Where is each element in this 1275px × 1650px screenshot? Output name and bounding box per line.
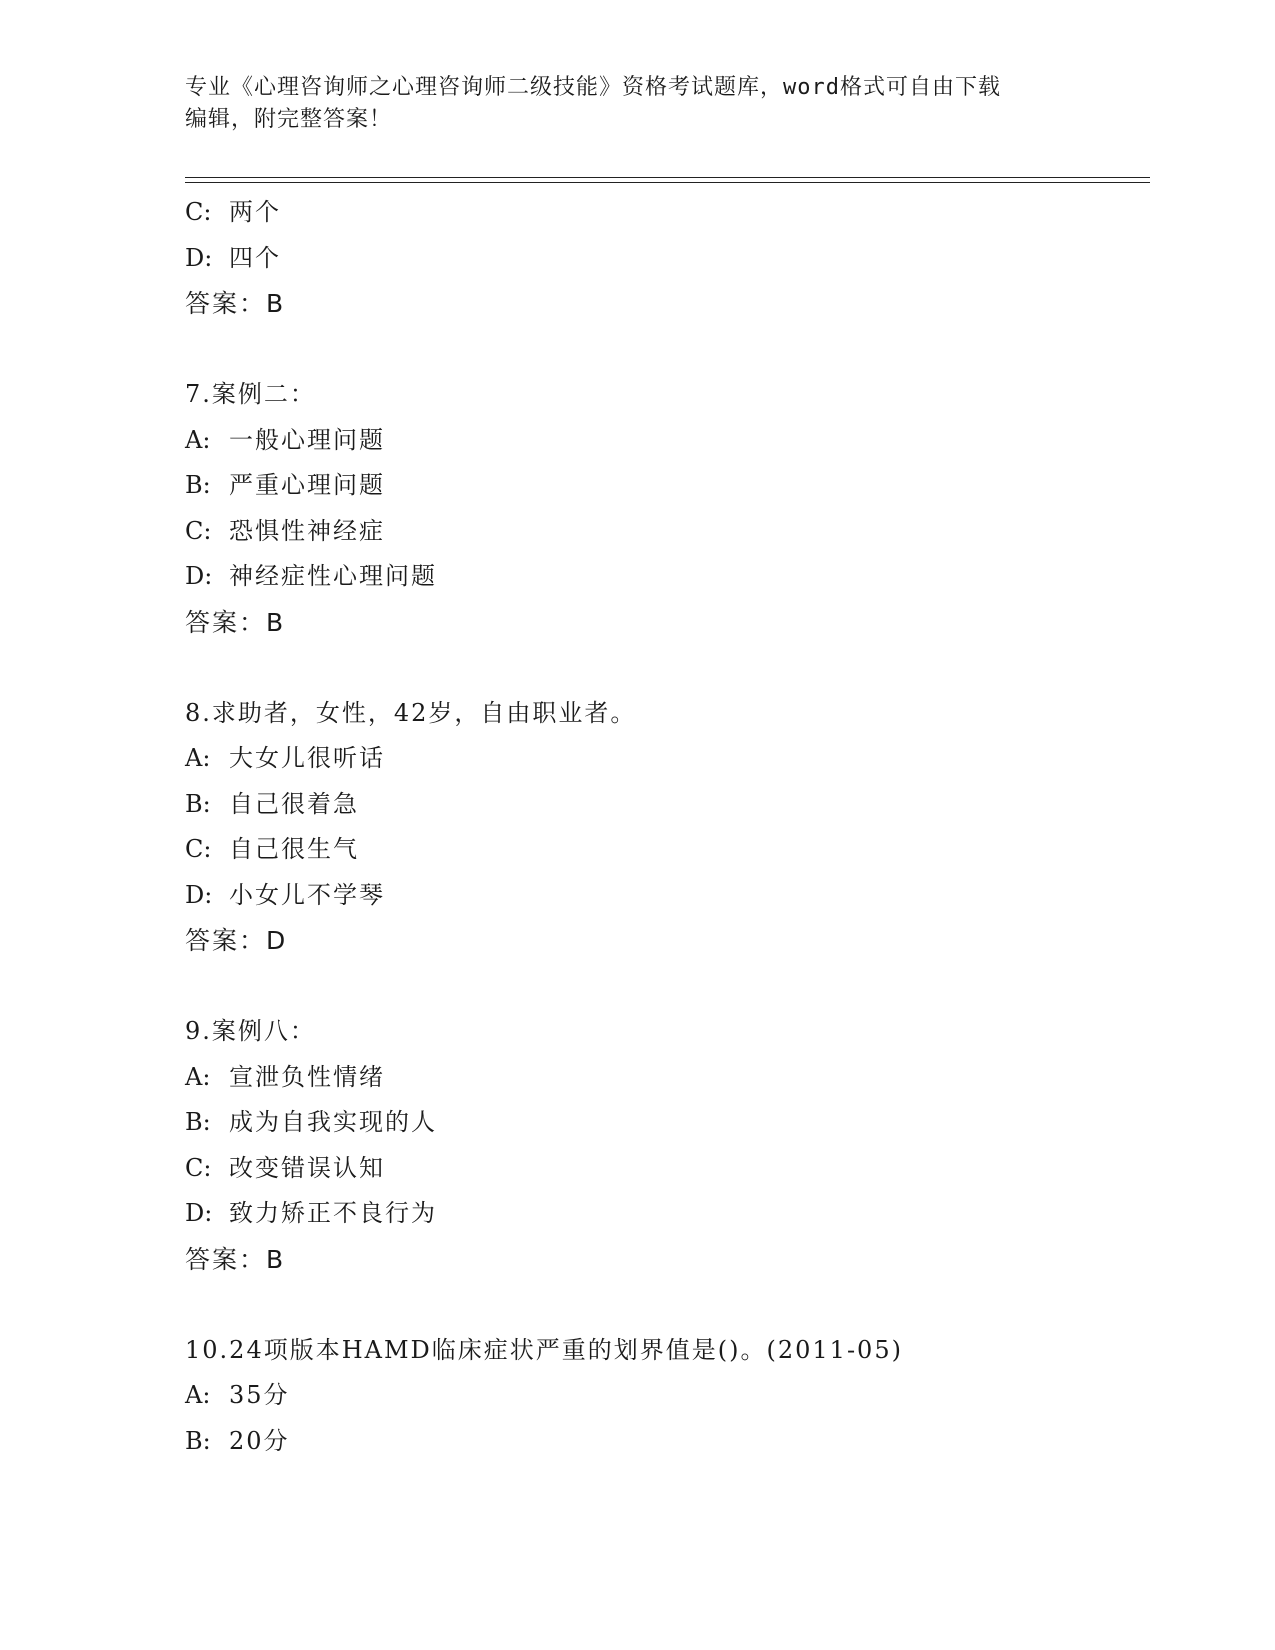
option-d <box>185 554 1145 600</box>
option-label: B: <box>185 1108 211 1136</box>
option-a <box>185 1373 1145 1419</box>
option-label: C: <box>185 516 212 545</box>
option-text: 自己很生气 <box>229 835 359 863</box>
option-label: C: <box>185 198 212 226</box>
option-text: 两个 <box>229 198 281 226</box>
question-block-10 <box>185 1328 1145 1465</box>
option-d <box>185 236 1145 282</box>
option-a <box>185 418 1145 464</box>
option-c <box>185 509 1145 555</box>
option-text: 35分 <box>229 1381 290 1409</box>
option-c <box>185 827 1145 873</box>
question-block-7 <box>185 372 1145 645</box>
question-text: 9.案例八： <box>185 1017 316 1045</box>
option-label: A: <box>185 1062 211 1091</box>
document-header <box>185 72 1065 136</box>
option-label: A: <box>185 425 211 454</box>
option-label: D: <box>185 562 213 590</box>
option-text: 大女儿很听话 <box>229 744 385 772</box>
option-text: 自己很着急 <box>229 789 359 818</box>
option-b <box>185 782 1145 828</box>
answer-line: 答案：B <box>185 1244 286 1274</box>
question-list <box>185 190 1145 1464</box>
header-rule-top <box>185 177 1150 178</box>
option-label: D: <box>185 243 213 272</box>
option-d <box>185 873 1145 919</box>
option-b <box>185 463 1145 509</box>
option-label: B: <box>185 1426 211 1455</box>
question-block-8 <box>185 691 1145 964</box>
header-line-1: 专业《心理咨询师之心理咨询师二级技能》资格考试题库，word格式可自由下载 <box>185 75 1001 100</box>
option-text: 宣泄负性情绪 <box>229 1062 385 1091</box>
spacer <box>185 327 1145 373</box>
option-text: 成为自我实现的人 <box>229 1108 437 1136</box>
question-text: 10.24项版本HAMD临床症状严重的划界值是()。(2011-05) <box>185 1335 903 1364</box>
option-text: 严重心理问题 <box>229 471 385 499</box>
option-label: B: <box>185 789 211 818</box>
option-text: 一般心理问题 <box>229 425 385 454</box>
option-label: C: <box>185 835 212 863</box>
answer-line: 答案：B <box>185 607 286 637</box>
option-a <box>185 1055 1145 1101</box>
option-c <box>185 190 1145 236</box>
option-text: 恐惧性神经症 <box>229 516 385 545</box>
option-label: D: <box>185 1199 213 1227</box>
option-text: 致力矫正不良行为 <box>229 1199 437 1227</box>
option-text: 小女儿不学琴 <box>229 880 385 909</box>
option-c <box>185 1146 1145 1192</box>
question-text: 8.求助者，女性，42岁，自由职业者。 <box>185 698 637 727</box>
spacer <box>185 645 1145 691</box>
option-label: C: <box>185 1153 212 1182</box>
spacer <box>185 964 1145 1010</box>
option-b <box>185 1100 1145 1146</box>
header-line-2: 编辑，附完整答案！ <box>185 107 393 132</box>
spacer <box>185 1282 1145 1328</box>
option-label: D: <box>185 880 213 909</box>
question-text: 7.案例二： <box>185 380 316 408</box>
option-text: 改变错误认知 <box>229 1153 385 1182</box>
question-block-6 <box>185 190 1145 327</box>
option-label: A: <box>185 744 211 772</box>
option-label: A: <box>185 1381 211 1409</box>
option-label: B: <box>185 471 211 499</box>
option-text: 神经症性心理问题 <box>229 562 437 590</box>
header-rule-bottom <box>185 182 1150 183</box>
question-block-9 <box>185 1009 1145 1282</box>
option-d <box>185 1191 1145 1237</box>
option-text: 20分 <box>229 1426 290 1455</box>
option-a <box>185 736 1145 782</box>
answer-line: 答案：B <box>185 289 286 318</box>
option-text: 四个 <box>229 243 281 272</box>
option-b <box>185 1419 1145 1465</box>
answer-line: 答案：D <box>185 926 288 955</box>
